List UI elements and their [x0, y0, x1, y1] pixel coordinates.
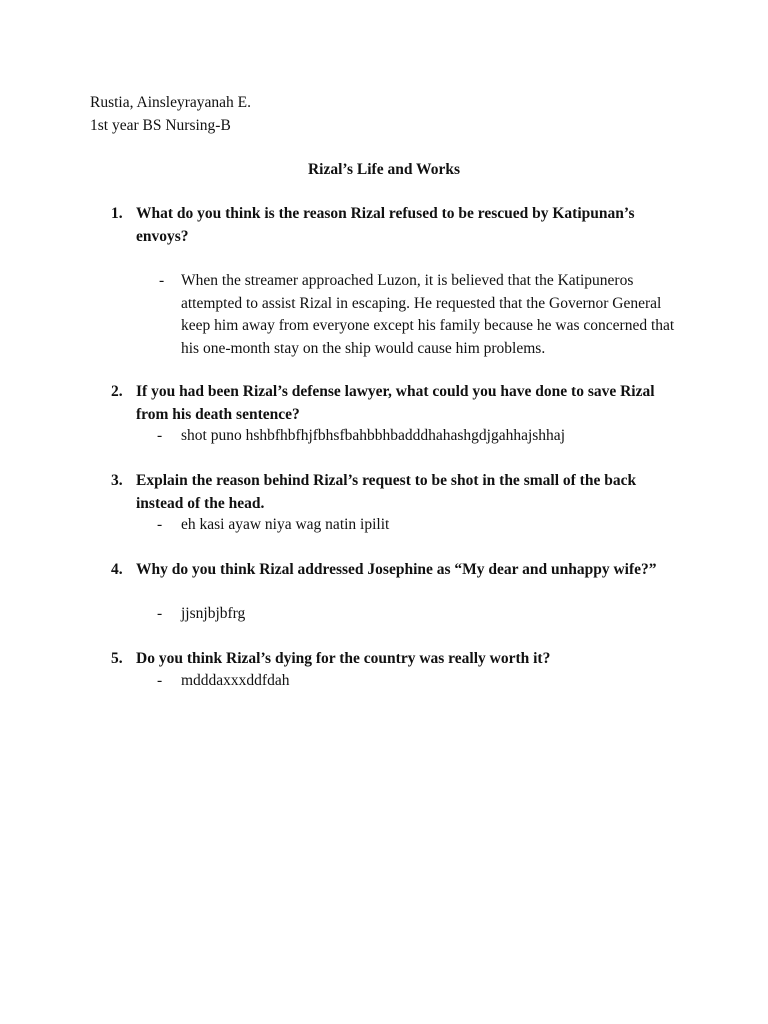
question-text: Why do you think Rizal addressed Josephine as “My dear and unhappy wife?” [136, 561, 657, 578]
document-title: Rizal’s Life and Works [307, 161, 460, 178]
question-2 [111, 381, 671, 426]
answer-text: eh kasi ayaw niya wag natin ipilit [181, 516, 390, 533]
answer-dash: - [157, 427, 163, 444]
answer-dash: - [159, 272, 165, 289]
answer-5 [157, 670, 677, 693]
answer-dash: - [157, 672, 163, 689]
question-number: 3. [111, 472, 123, 489]
answer-dash: - [157, 516, 163, 533]
answer-text: When the streamer approached Luzon, it is believed that the Katipuneros attempted to assist Rizal in escaping. He requested that the Governor General keep him away from everyone except his family because he was concerned that his one-month stay on the ship would cause him problems. [181, 272, 675, 357]
question-5 [111, 648, 671, 671]
answer-text: mdddaxxxddfdah [181, 672, 290, 689]
question-1 [111, 203, 671, 248]
answer-1 [159, 270, 679, 360]
question-text: If you had been Rizal’s defense lawyer, what could you have done to save Rizal from his death sentence? [136, 383, 655, 423]
question-text: Explain the reason behind Rizal’s request to be shot in the small of the back instead of the head. [136, 472, 637, 512]
answer-3 [157, 514, 677, 537]
student-course: 1st year BS Nursing-B [90, 117, 231, 134]
answer-dash: - [157, 605, 163, 622]
question-number: 5. [111, 650, 123, 667]
question-number: 1. [111, 205, 123, 222]
question-text: Do you think Rizal’s dying for the country was really worth it? [136, 650, 551, 667]
student-name: Rustia, Ainsleyrayanah E. [90, 94, 251, 111]
question-number: 2. [111, 383, 123, 400]
question-number: 4. [111, 561, 123, 578]
answer-text: jjsnjbjbfrg [181, 605, 246, 622]
answer-4 [157, 603, 677, 626]
answer-text: shot puno hshbfhbfhjfbhsfbahbbhbadddhahashgdjgahhajshhaj [181, 427, 565, 444]
question-3 [111, 470, 671, 515]
question-text: What do you think is the reason Rizal refused to be rescued by Katipunan’s envoys? [136, 205, 635, 245]
answer-2 [157, 425, 677, 448]
question-4 [111, 559, 671, 582]
